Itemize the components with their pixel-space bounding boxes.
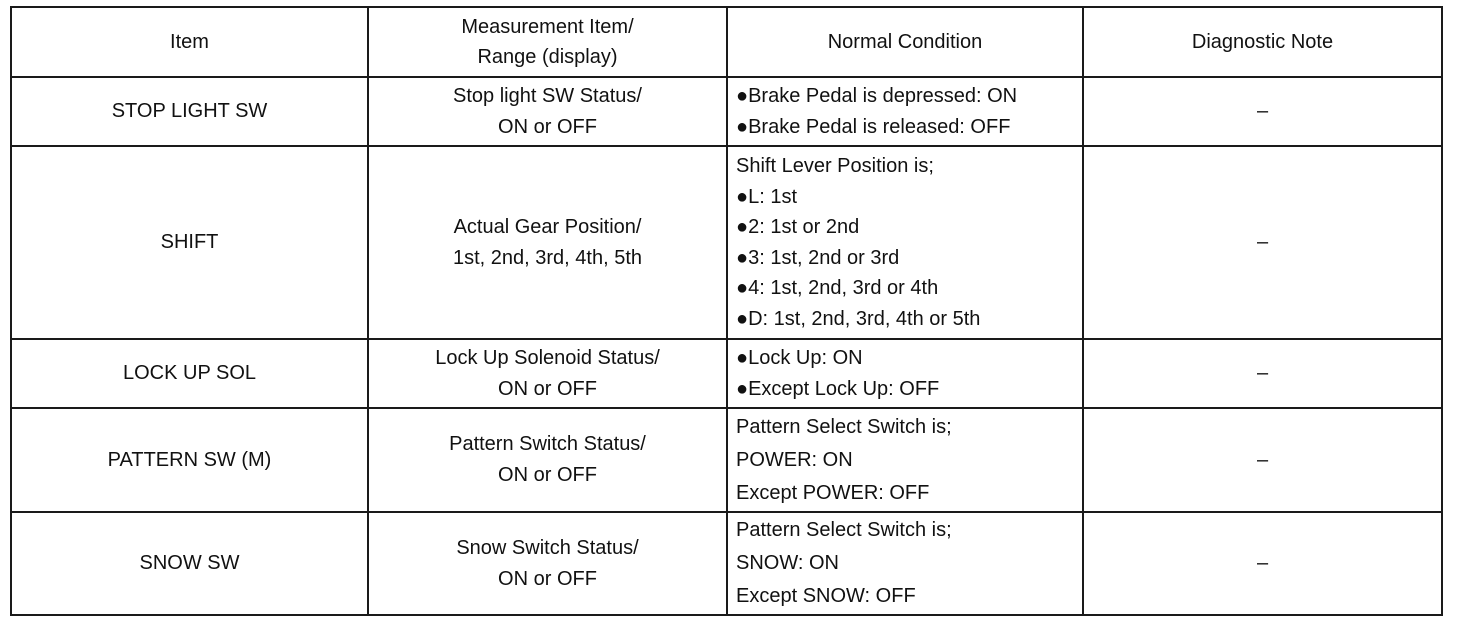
normal-condition-cell <box>727 339 1083 408</box>
condition-line: ●L: 1st <box>736 185 797 208</box>
table-row <box>11 77 1442 146</box>
condition-line: Except SNOW: OFF <box>736 585 916 607</box>
diagnostic-note-cell <box>1083 408 1442 512</box>
condition-line: ●Lock Up: ON <box>736 346 863 369</box>
measurement-line: Lock Up Solenoid Status/ <box>435 346 660 369</box>
header-item-label: Item <box>170 31 209 53</box>
condition-line: ●Except Lock Up: OFF <box>736 377 940 400</box>
measurement-line: ON or OFF <box>498 377 597 400</box>
item-label: STOP LIGHT SW <box>111 100 268 122</box>
header-measurement-line-1: Measurement Item/ <box>461 16 634 38</box>
header-note-label: Diagnostic Note <box>1191 31 1334 53</box>
item-label: LOCK UP SOL <box>122 362 257 384</box>
header-row <box>11 7 1442 77</box>
table-row <box>11 512 1442 615</box>
diagnostic-note-cell <box>1083 339 1442 408</box>
header-normal-label: Normal Condition <box>827 31 983 53</box>
condition-line: POWER: ON <box>736 448 853 471</box>
condition-line: Pattern Select Switch is; <box>736 519 952 541</box>
condition-line: ●Brake Pedal is depressed: ON <box>736 84 1018 107</box>
condition-line: Except POWER: OFF <box>736 481 930 504</box>
item-label: PATTERN SW (M) <box>107 448 272 471</box>
diagnostic-note: – <box>1256 552 1269 574</box>
condition-line: ●D: 1st, 2nd, 3rd, 4th or 5th <box>736 307 981 330</box>
item-cell <box>11 146 368 339</box>
diagnostic-note: – <box>1256 100 1269 122</box>
measurement-line: ON or OFF <box>498 115 597 138</box>
condition-line: Pattern Select Switch is; <box>736 415 952 438</box>
table-row <box>11 339 1442 408</box>
measurement-line: Stop light SW Status/ <box>453 84 642 107</box>
measurement-line: Pattern Switch Status/ <box>449 433 646 455</box>
normal-condition-cell <box>727 512 1083 615</box>
measurement-line: Snow Switch Status/ <box>456 536 639 559</box>
diagnostic-note: – <box>1256 448 1269 471</box>
item-label: SNOW SW <box>139 552 240 574</box>
condition-line: ●4: 1st, 2nd, 3rd or 4th <box>736 277 939 299</box>
table-row <box>11 146 1442 339</box>
header-measurement <box>368 7 727 77</box>
measurement-cell <box>368 339 727 408</box>
diagnostic-note: – <box>1256 362 1269 384</box>
item-cell <box>11 77 368 146</box>
normal-condition-cell <box>727 408 1083 512</box>
measurement-cell <box>368 408 727 512</box>
item-label: SHIFT <box>160 231 219 253</box>
measurement-cell <box>368 77 727 146</box>
header-measurement-line-2: Range (display) <box>477 46 618 68</box>
header-normal <box>727 7 1083 77</box>
item-cell <box>11 339 368 408</box>
measurement-line: Actual Gear Position/ <box>453 215 642 238</box>
measurement-cell <box>368 146 727 339</box>
header-item <box>11 7 368 77</box>
normal-condition-cell <box>727 146 1083 339</box>
diagnostic-note-cell <box>1083 146 1442 339</box>
condition-line: Shift Lever Position is; <box>736 155 934 177</box>
condition-line: ●Brake Pedal is released: OFF <box>736 115 1011 138</box>
measurement-line: 1st, 2nd, 3rd, 4th, 5th <box>452 246 642 269</box>
measurement-line: ON or OFF <box>498 464 597 486</box>
condition-line: ●3: 1st, 2nd or 3rd <box>736 246 900 269</box>
measurement-line: ON or OFF <box>498 567 597 590</box>
item-cell <box>11 408 368 512</box>
condition-line: ●2: 1st or 2nd <box>736 216 860 238</box>
condition-line: SNOW: ON <box>736 552 839 574</box>
diagnostic-note-cell <box>1083 512 1442 615</box>
measurement-cell <box>368 512 727 615</box>
header-note <box>1083 7 1442 77</box>
diagnostic-table <box>10 6 1443 616</box>
diagnostic-note: – <box>1256 231 1269 253</box>
item-cell <box>11 512 368 615</box>
table-row <box>11 408 1442 512</box>
diagnostic-note-cell <box>1083 77 1442 146</box>
normal-condition-cell <box>727 77 1083 146</box>
